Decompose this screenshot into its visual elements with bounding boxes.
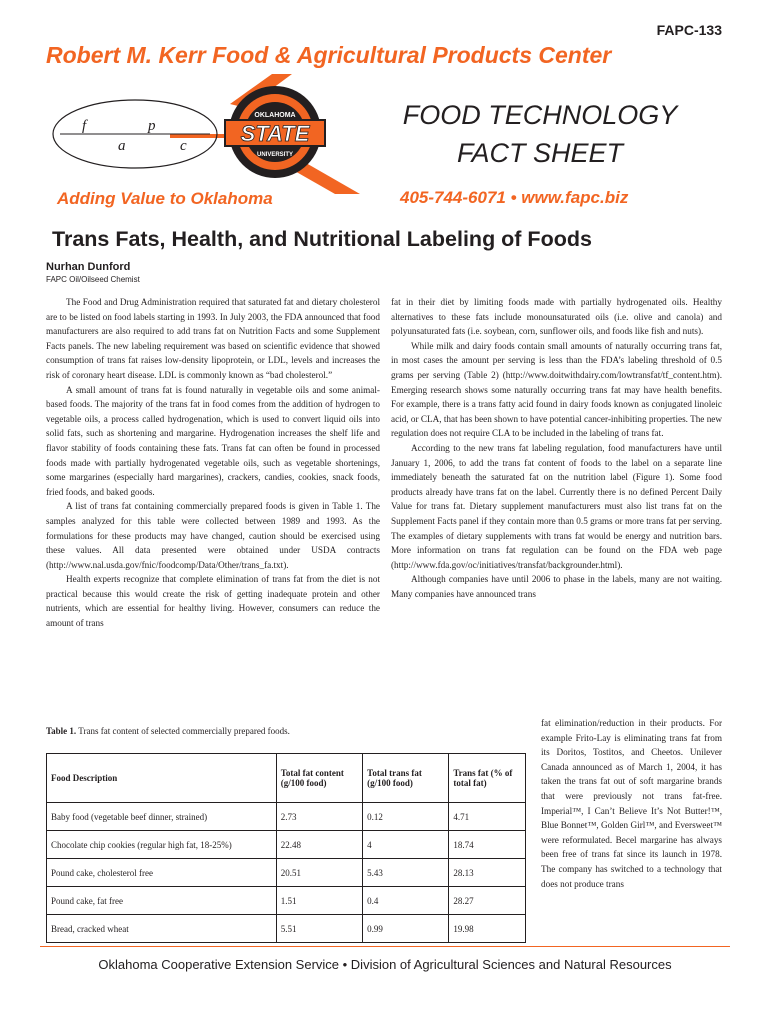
table-caption-label: Table 1. bbox=[46, 726, 77, 736]
paragraph: A list of trans fat containing commercially prepared foods is given in Table 1. The samples analyzed for this table were collected between 1989 and 1993. As the formulations for these products may have changed, caution should be exercised using these values. All data presented were obtained under USDA contracts (http://www.nal.usda.gov/fnic/foodcomp/Data/Other/trans_fa.txt). bbox=[46, 501, 380, 570]
paragraph: fat in their diet by limiting foods made with partially hydrogenated oils. Healthy alternatives to these fats include monounsaturated oils (i.e. olive and canola) and polyunsaturated fats (i.e. soybean, corn, sunflower oils, and foods like fish and nuts). bbox=[391, 297, 722, 337]
table-cell: 4 bbox=[363, 831, 449, 859]
paragraph: A small amount of trans fat is found naturally in vegetable oils and some animal-based foods. The majority of the trans fat in food comes from the addition of hydrogen to vegetable oils, a process called hydrogenation, which is used to convert liquid oils into solid fats, such as shortening and margarine. Hydrogenation increases the shelf life and flavor stability of foods containing these fats. Trans fat can often be found in processed foods made with partially hydrogenated vegetable oils, such as vegetable shortenings, some margarines (especially hard margarines), crackers, candies, cookies, snack foods, fried foods, and baked goods. bbox=[46, 384, 380, 497]
table-caption bbox=[46, 726, 290, 736]
tagline: Adding Value to Oklahoma bbox=[57, 189, 273, 208]
document-title: Trans Fats, Health, and Nutritional Labeling of Foods bbox=[52, 227, 592, 251]
logo-letter-c: c bbox=[180, 138, 187, 154]
right-column bbox=[391, 295, 722, 601]
fact-sheet-heading bbox=[370, 96, 710, 172]
table-cell: 19.98 bbox=[449, 915, 526, 943]
osu-main-text: STATE bbox=[240, 121, 310, 146]
fapc-osu-logo bbox=[40, 74, 390, 194]
column-header: Total trans fat (g/100 food) bbox=[363, 754, 449, 803]
trans-fat-table bbox=[46, 753, 526, 943]
table-cell: 28.13 bbox=[449, 859, 526, 887]
footer: Oklahoma Cooperative Extension Service • Division of Agricultural Sciences and Natural Resources bbox=[98, 957, 672, 972]
table-caption-text: Trans fat content of selected commercially prepared foods. bbox=[78, 726, 290, 736]
paragraph: fat elimination/reduction in their products. For example Frito-Lay is eliminating trans fat from its Doritos, Tostitos, and Cheetos. Unilever Canada announced as of March 1, 2004, it has taken the trans fat out of soft margarine brands that were previously not trans fat-free. Imperial™, I Can’t Believe It’s Not Butter!™, Blue Bonnet™, Golden Girl™, and Eversweet™ were reformulated. Becel margarine has always been free of trans fat since its launch in 1978. The company has switched to a technology that does not produce trans bbox=[541, 718, 722, 889]
table-row bbox=[47, 915, 526, 943]
table-cell: 5.43 bbox=[363, 859, 449, 887]
osu-top-text: OKLAHOMA bbox=[254, 112, 296, 119]
table-cell: 1.51 bbox=[276, 887, 362, 915]
table-cell: 0.4 bbox=[363, 887, 449, 915]
table-cell: 0.99 bbox=[363, 915, 449, 943]
table-cell: 22.48 bbox=[276, 831, 362, 859]
column-header: Total fat content (g/100 food) bbox=[276, 754, 362, 803]
author-name: Nurhan Dunford bbox=[46, 261, 131, 273]
column-header: Trans fat (% of total fat) bbox=[449, 754, 526, 803]
table-cell: Bread, cracked wheat bbox=[47, 915, 277, 943]
footer-divider bbox=[40, 946, 730, 947]
paragraph: According to the new trans fat labeling regulation, food manufacturers have until January 1, 2006, to add the trans fat content of foods to the label on a separate line immediately beneath the saturated fat on the nutrition label (Figure 1). Some food products already have trans fat on the label. Currently there is no defined Percent Daily Value for trans fat. Dietary supplement manufacturers must also list trans fat on the Supplement Facts panel if they contain more than 0.5 grams or more trans fat per serving. The examples of dietary supplements with trans fat would be energy and nutrition bars. More information on trans fat regulation can be found on the FDA web page (http://www.fda.gov/oc/initiatives/transfat/backgrounder.html). bbox=[391, 442, 722, 570]
column-header: Food Description bbox=[47, 754, 277, 803]
table-row bbox=[47, 803, 526, 831]
osu-bottom-text: UNIVERSITY bbox=[256, 152, 294, 158]
table-cell: Pound cake, cholesterol free bbox=[47, 859, 277, 887]
table-cell: 28.27 bbox=[449, 887, 526, 915]
contact-info: 405-744-6071 • www.fapc.biz bbox=[400, 188, 629, 207]
logo-letter-p: p bbox=[148, 118, 156, 134]
center-name: Robert M. Kerr Food & Agricultural Products Center bbox=[46, 42, 612, 68]
logo-letter-a: a bbox=[118, 138, 126, 154]
logo-letter-f: f bbox=[82, 118, 87, 134]
table-row bbox=[47, 887, 526, 915]
table-cell: Pound cake, fat free bbox=[47, 887, 277, 915]
table-cell: Chocolate chip cookies (regular high fat, 18-25%) bbox=[47, 831, 277, 859]
left-column bbox=[46, 295, 380, 631]
table-row bbox=[47, 859, 526, 887]
paragraph: While milk and dairy foods contain small amounts of naturally occurring trans fat, in most cases the amount per serving is less than the FDA’s labeling threshold of 0.5 grams per serving (Table 2) (http://www.doitwithdairy.com/lowtransfat/tf_content.htm). Emerging research shows some naturally occurring trans fat may have health benefits. For example, there is a trans fatty acid found in dairy foods known as conjugated linoleic acid, or CLA, that has been shown to have potential cancer-inhibiting properties. The new regulation does not require CLA to be included in the labeling of trans fat. bbox=[391, 340, 722, 439]
table-cell: Baby food (vegetable beef dinner, strained) bbox=[47, 803, 277, 831]
paragraph: Health experts recognize that complete elimination of trans fat from the diet is not practical because this would create the risk of getting inadequate protein and other nutrients, which are essential for healthy living. However, consumers can reduce the amount of trans bbox=[46, 574, 380, 629]
table-header-row bbox=[47, 754, 526, 803]
table-cell: 5.51 bbox=[276, 915, 362, 943]
table-row bbox=[47, 831, 526, 859]
table-cell: 4.71 bbox=[449, 803, 526, 831]
fact-sheet-heading-line2: FACT SHEET bbox=[456, 138, 623, 168]
paragraph: Although companies have until 2006 to phase in the labels, many are not waiting. Many companies have announced trans bbox=[391, 574, 722, 599]
right-column-narrow bbox=[541, 716, 722, 891]
author-affiliation: FAPC Oil/Oilseed Chemist bbox=[46, 275, 140, 284]
fact-sheet-code: FAPC-133 bbox=[656, 22, 722, 38]
table-cell: 0.12 bbox=[363, 803, 449, 831]
table-cell: 20.51 bbox=[276, 859, 362, 887]
table-cell: 2.73 bbox=[276, 803, 362, 831]
paragraph: The Food and Drug Administration required that saturated fat and dietary cholesterol are to be listed on food labels starting in 1993. In July 2003, the FDA announced that food manufacturers are also required to add trans fat on Nutrition Facts and some Supplement Facts panels. The new labeling requirement was based on scientific evidence that showed consumption of trans fat raises low-density lipoprotein, or LDL, levels and increases the risk of coronary heart disease. LDL is commonly known as “bad cholesterol.” bbox=[46, 297, 380, 380]
table-cell: 18.74 bbox=[449, 831, 526, 859]
fact-sheet-heading-line1: FOOD TECHNOLOGY bbox=[402, 100, 678, 130]
